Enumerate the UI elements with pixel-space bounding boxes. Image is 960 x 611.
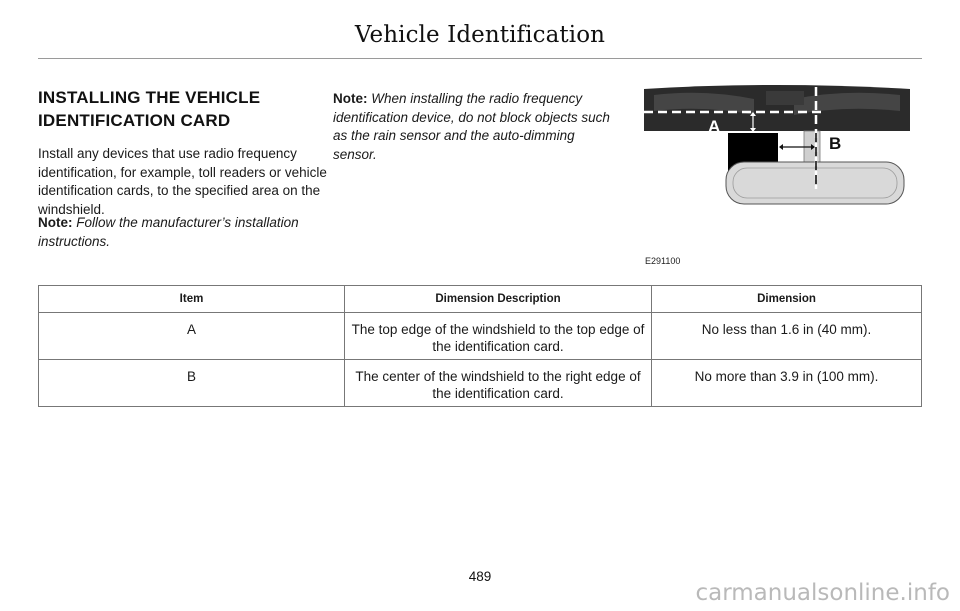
label-a: A xyxy=(708,117,721,136)
windshield-card-diagram xyxy=(644,85,910,205)
table-header-row xyxy=(39,286,922,313)
dimension-table xyxy=(38,285,922,407)
page-number: 489 xyxy=(468,569,492,584)
note-text: When installing the radio frequency identification device, do not block objects such as the rain sensor and the auto-dimming sensor. xyxy=(333,91,610,162)
sensor-note xyxy=(333,90,613,164)
note-label: Note: xyxy=(38,215,73,230)
section-heading-line-1: INSTALLING THE VEHICLE xyxy=(38,88,261,107)
column-header-item: Item xyxy=(39,286,345,313)
section-heading xyxy=(38,86,338,132)
cell-item: B xyxy=(39,360,345,407)
header-divider xyxy=(38,58,922,59)
label-b: B xyxy=(829,134,842,153)
site-watermark: carmanualsonline.info xyxy=(695,580,950,606)
section-heading-line-2: IDENTIFICATION CARD xyxy=(38,111,231,130)
note-label: Note: xyxy=(333,91,368,106)
column-header-dimension: Dimension xyxy=(652,286,922,313)
cell-dimension: No less than 1.6 in (40 mm). xyxy=(652,313,922,360)
cell-description: The top edge of the windshield to the top edge of the identification card. xyxy=(345,313,652,360)
page-header-title: Vehicle Identification xyxy=(354,22,606,48)
note-text: Follow the manufacturer’s installation instructions. xyxy=(38,215,299,249)
installation-note xyxy=(38,214,328,251)
figure-code: E291100 xyxy=(645,256,681,266)
table-row xyxy=(39,360,922,407)
cell-dimension: No more than 3.9 in (100 mm). xyxy=(652,360,922,407)
column-header-description: Dimension Description xyxy=(345,286,652,313)
table-row xyxy=(39,313,922,360)
cell-description: The center of the windshield to the right edge of the identification card. xyxy=(345,360,652,407)
intro-paragraph: Install any devices that use radio frequency identification, for example, toll readers or vehicle identification cards, to the specified area on the windshield. xyxy=(38,146,327,217)
cell-item: A xyxy=(39,313,345,360)
